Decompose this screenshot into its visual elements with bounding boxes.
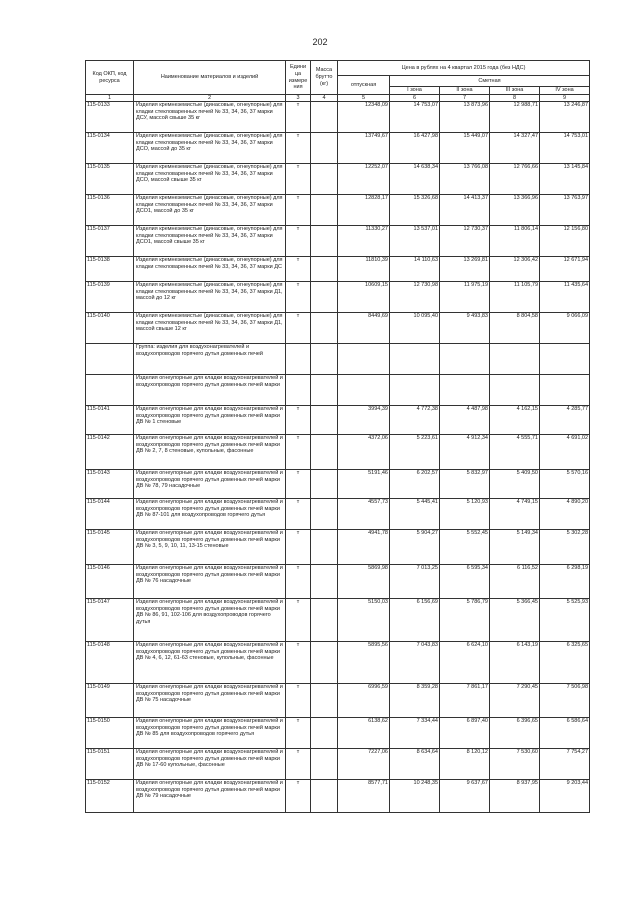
header-name: Наименование материалов и изделий (134, 61, 286, 95)
header-code: Код ОКП, код ресурса (86, 61, 134, 95)
item-code: 115-0152 (86, 780, 134, 813)
zone-1-price: 8 634,64 (390, 749, 440, 780)
item-unit: т (286, 164, 311, 195)
item-unit: т (286, 226, 311, 257)
item-name: Изделия кремнеземистые (динасовые, огнеупорные) для кладки стекловаренных печей № 33, 34, 36, 37 марки ДСО, массой до 35 кг (134, 133, 286, 164)
zone-2-price: 13 873,96 (440, 102, 490, 133)
item-name: Изделия огнеупорные для кладки воздухонагревателей и воздухопроводов горячего дутья доменных печей марки ДВ № 85 для воздухопроводов горячего дутья (134, 718, 286, 749)
zone-3-price: 4 555,71 (490, 435, 540, 470)
zone-4-price: 4 890,20 (540, 499, 590, 530)
item-code: 115-0141 (86, 406, 134, 435)
table-row (86, 313, 590, 344)
release-price: 13749,67 (338, 133, 390, 164)
zone-2-price: 6 624,10 (440, 642, 490, 684)
item-unit: т (286, 102, 311, 133)
item-name: Изделия огнеупорные для кладки воздухонагревателей и воздухопроводов горячего дутья доменных печей марки ДВ № 86, 91, 102-106 для воздухопроводов горячего дутья (134, 599, 286, 642)
item-code (86, 344, 134, 375)
zone-3-price: 4 162,15 (490, 406, 540, 435)
item-unit: т (286, 435, 311, 470)
zone-1-price: 14 753,07 (390, 102, 440, 133)
table-row (86, 406, 590, 435)
table-row (86, 226, 590, 257)
zone-1-price: 14 110,63 (390, 257, 440, 282)
item-code: 115-0136 (86, 195, 134, 226)
item-mass (311, 133, 338, 164)
zone-4-price: 6 298,19 (540, 565, 590, 599)
zone-3-price: 4 749,15 (490, 499, 540, 530)
release-price: 8449,69 (338, 313, 390, 344)
item-code: 115-0149 (86, 684, 134, 718)
release-price: 5869,98 (338, 565, 390, 599)
header-price-group: Цена в рублях на 4 квартал 2015 года (без НДС) (338, 61, 590, 76)
zone-2-price: 11 975,19 (440, 282, 490, 313)
release-price: 12828,17 (338, 195, 390, 226)
item-name: Изделия огнеупорные для кладки воздухонагревателей и воздухопроводов горячего дутья доменных печей марки ДВ № 4, 6, 12, 61-63 стеновые, купольные, фасонные (134, 642, 286, 684)
item-unit: т (286, 642, 311, 684)
item-code: 115-0146 (86, 565, 134, 599)
release-price: 5895,56 (338, 642, 390, 684)
item-code: 115-0138 (86, 257, 134, 282)
item-unit: т (286, 282, 311, 313)
zone-2-price: 8 120,12 (440, 749, 490, 780)
release-price (338, 375, 390, 406)
zone-4-price: 5 570,16 (540, 470, 590, 499)
item-name: Изделия кремнеземистые (динасовые, огнеупорные) для кладки стекловаренных печей № 33, 34, 36, 37 марки Д1, массой свыше 12 кг (134, 313, 286, 344)
item-mass (311, 195, 338, 226)
column-number: 8 (490, 95, 540, 102)
item-name: Изделия кремнеземистые (динасовые, огнеупорные) для кладки стекловаренных печей № 33, 34, 36, 37 марки ДСО1, массой до 35 кг (134, 195, 286, 226)
column-number: 5 (338, 95, 390, 102)
zone-4-price: 6 586,64 (540, 718, 590, 749)
column-number: 1 (86, 95, 134, 102)
item-unit: т (286, 718, 311, 749)
release-price: 11810,39 (338, 257, 390, 282)
zone-4-price: 13 763,97 (540, 195, 590, 226)
item-unit: т (286, 470, 311, 499)
zone-4-price: 13 246,87 (540, 102, 590, 133)
zone-4-price: 5 302,28 (540, 530, 590, 565)
item-mass (311, 344, 338, 375)
zone-1-price: 10 248,35 (390, 780, 440, 813)
item-code: 115-0144 (86, 499, 134, 530)
item-unit: т (286, 406, 311, 435)
zone-1-price (390, 375, 440, 406)
item-name: Группа: изделия для воздухонагревателей и воздухопроводов горячего дутья доменных печей (134, 344, 286, 375)
zone-3-price (490, 344, 540, 375)
table-row (86, 282, 590, 313)
item-unit: т (286, 133, 311, 164)
zone-3-price (490, 375, 540, 406)
item-unit: т (286, 565, 311, 599)
table-row (86, 257, 590, 282)
item-unit: т (286, 313, 311, 344)
page-number: 202 (312, 37, 328, 47)
item-mass (311, 406, 338, 435)
zone-3-price: 7 290,45 (490, 684, 540, 718)
zone-4-price (540, 344, 590, 375)
zone-4-price: 9 203,44 (540, 780, 590, 813)
item-name: Изделия огнеупорные для кладки воздухонагревателей и воздухопроводов горячего дутья доменных печей марки ДВ № 76 насадочные (134, 565, 286, 599)
item-code: 115-0147 (86, 599, 134, 642)
column-number: 6 (390, 95, 440, 102)
release-price: 5191,46 (338, 470, 390, 499)
zone-3-price: 13 366,96 (490, 195, 540, 226)
zone-4-price: 9 066,09 (540, 313, 590, 344)
zone-1-price: 6 156,69 (390, 599, 440, 642)
item-name: Изделия кремнеземистые (динасовые, огнеупорные) для кладки стекловаренных печей № 33, 34, 36, 37 марки ДСУ, массой свыше 35 кг (134, 102, 286, 133)
item-unit: т (286, 499, 311, 530)
zone-4-price: 7 754,27 (540, 749, 590, 780)
header-zone-4: IV зона (540, 87, 590, 95)
zone-3-price: 6 396,65 (490, 718, 540, 749)
item-mass (311, 164, 338, 195)
table-row (86, 102, 590, 133)
item-mass (311, 565, 338, 599)
zone-1-price: 8 359,28 (390, 684, 440, 718)
header-zone-3: III зона (490, 87, 540, 95)
release-price: 8577,71 (338, 780, 390, 813)
zone-1-price: 14 638,34 (390, 164, 440, 195)
zone-3-price: 11 105,79 (490, 282, 540, 313)
column-number: 3 (286, 95, 311, 102)
zone-2-price: 6 897,40 (440, 718, 490, 749)
item-mass (311, 499, 338, 530)
zone-4-price: 7 506,98 (540, 684, 590, 718)
release-price: 6138,62 (338, 718, 390, 749)
item-mass (311, 642, 338, 684)
table-row (86, 344, 590, 375)
item-mass (311, 599, 338, 642)
zone-1-price: 13 537,01 (390, 226, 440, 257)
zone-3-price: 5 149,34 (490, 530, 540, 565)
zone-2-price: 5 786,79 (440, 599, 490, 642)
zone-1-price: 5 223,61 (390, 435, 440, 470)
release-price: 11330,27 (338, 226, 390, 257)
table-row (86, 499, 590, 530)
zone-3-price: 8 937,95 (490, 780, 540, 813)
item-mass (311, 313, 338, 344)
zone-1-price: 6 202,57 (390, 470, 440, 499)
zone-3-price: 5 409,50 (490, 470, 540, 499)
item-unit: т (286, 530, 311, 565)
zone-3-price: 8 804,58 (490, 313, 540, 344)
item-code: 115-0143 (86, 470, 134, 499)
zone-2-price: 9 493,83 (440, 313, 490, 344)
table-row (86, 718, 590, 749)
header-zone-1: I зона (390, 87, 440, 95)
zone-2-price: 4 912,34 (440, 435, 490, 470)
item-code: 115-0140 (86, 313, 134, 344)
zone-3-price: 12 988,71 (490, 102, 540, 133)
table-row (86, 530, 590, 565)
zone-4-price (540, 375, 590, 406)
item-name: Изделия кремнеземистые (динасовые, огнеупорные) для кладки стекловаренных печей № 33, 34, 36, 37 марки ДСО, массой свыше 35 кг (134, 164, 286, 195)
zone-4-price: 4 691,02 (540, 435, 590, 470)
item-mass (311, 749, 338, 780)
item-name: Изделия огнеупорные для кладки воздухонагревателей и воздухопроводов горячего дутья доменных печей марки ДВ № 17-60 купольные, фасонные (134, 749, 286, 780)
price-table (85, 60, 590, 813)
table-row (86, 164, 590, 195)
zone-1-price: 12 730,98 (390, 282, 440, 313)
zone-3-price: 12 306,42 (490, 257, 540, 282)
zone-1-price (390, 344, 440, 375)
item-mass (311, 375, 338, 406)
zone-1-price: 7 043,83 (390, 642, 440, 684)
item-name: Изделия огнеупорные для кладки воздухонагревателей и воздухопроводов горячего дутья доменных печей марки ДВ № 78, 79 насадочные (134, 470, 286, 499)
zone-2-price: 13 766,08 (440, 164, 490, 195)
item-unit: т (286, 749, 311, 780)
item-mass (311, 102, 338, 133)
zone-4-price: 4 285,77 (540, 406, 590, 435)
item-name: Изделия огнеупорные для кладки воздухонагревателей и воздухопроводов горячего дутья доменных печей марки ДВ № 2, 7, 8 стеновые, купольные, фасонные (134, 435, 286, 470)
item-mass (311, 226, 338, 257)
zone-3-price: 12 766,66 (490, 164, 540, 195)
zone-1-price: 5 904,27 (390, 530, 440, 565)
item-name: Изделия кремнеземистые (динасовые, огнеупорные) для кладки стекловаренных печей № 33, 34, 36, 37 марки ДСО1, массой свыше 35 кг (134, 226, 286, 257)
table-row (86, 435, 590, 470)
table-body (86, 102, 590, 813)
release-price: 4941,78 (338, 530, 390, 565)
item-mass (311, 780, 338, 813)
header-release-price: отпускная (338, 76, 390, 95)
column-number-row (86, 95, 590, 102)
table-row (86, 195, 590, 226)
zone-3-price: 14 327,47 (490, 133, 540, 164)
table-row (86, 684, 590, 718)
item-code: 115-0133 (86, 102, 134, 133)
item-mass (311, 257, 338, 282)
item-name: Изделия кремнеземистые (динасовые, огнеупорные) для кладки стекловаренных печей № 33, 34, 36, 37 марки ДС (134, 257, 286, 282)
column-number: 4 (311, 95, 338, 102)
table-row (86, 749, 590, 780)
zone-1-price: 16 427,98 (390, 133, 440, 164)
item-unit: т (286, 257, 311, 282)
item-mass (311, 530, 338, 565)
table-row (86, 133, 590, 164)
item-unit: т (286, 599, 311, 642)
release-price: 5150,03 (338, 599, 390, 642)
item-mass (311, 684, 338, 718)
header-zone-2: II зона (440, 87, 490, 95)
item-code: 115-0137 (86, 226, 134, 257)
item-unit: т (286, 780, 311, 813)
zone-2-price: 5 832,97 (440, 470, 490, 499)
zone-3-price: 6 143,19 (490, 642, 540, 684)
table-row (86, 780, 590, 813)
item-unit: т (286, 684, 311, 718)
zone-1-price: 4 772,38 (390, 406, 440, 435)
zone-4-price: 5 525,93 (540, 599, 590, 642)
item-name: Изделия огнеупорные для кладки воздухонагревателей и воздухопроводов горячего дутья доменных печей марки ДВ № 1 стеновые (134, 406, 286, 435)
release-price: 6996,59 (338, 684, 390, 718)
item-code: 115-0135 (86, 164, 134, 195)
zone-1-price: 15 326,68 (390, 195, 440, 226)
table-row (86, 642, 590, 684)
zone-2-price (440, 375, 490, 406)
table-row (86, 599, 590, 642)
item-code: 115-0139 (86, 282, 134, 313)
release-price: 4557,73 (338, 499, 390, 530)
zone-4-price: 14 753,01 (540, 133, 590, 164)
item-code: 115-0148 (86, 642, 134, 684)
release-price (338, 344, 390, 375)
table-row (86, 470, 590, 499)
item-code: 115-0142 (86, 435, 134, 470)
item-code: 115-0145 (86, 530, 134, 565)
release-price: 10609,15 (338, 282, 390, 313)
item-code: 115-0150 (86, 718, 134, 749)
zone-2-price: 9 637,67 (440, 780, 490, 813)
item-mass (311, 470, 338, 499)
column-number: 9 (540, 95, 590, 102)
zone-3-price: 11 806,14 (490, 226, 540, 257)
zone-2-price: 13 269,81 (440, 257, 490, 282)
zone-4-price: 13 145,84 (540, 164, 590, 195)
item-unit (286, 344, 311, 375)
zone-2-price: 14 413,37 (440, 195, 490, 226)
zone-4-price: 12 671,94 (540, 257, 590, 282)
zone-2-price: 4 487,98 (440, 406, 490, 435)
item-code: 115-0151 (86, 749, 134, 780)
release-price: 4372,06 (338, 435, 390, 470)
zone-4-price: 12 156,80 (540, 226, 590, 257)
release-price: 12348,09 (338, 102, 390, 133)
zone-2-price: 6 595,34 (440, 565, 490, 599)
zone-3-price: 5 366,45 (490, 599, 540, 642)
zone-4-price: 6 325,65 (540, 642, 590, 684)
item-name: Изделия огнеупорные для кладки воздухонагревателей и воздухопроводов горячего дутья доменных печей марки ДВ № 87-101 для воздухопроводов горячего дутья (134, 499, 286, 530)
table-row (86, 375, 590, 406)
zone-2-price: 5 552,45 (440, 530, 490, 565)
header-mass: Масса брутто (кг) (311, 61, 338, 95)
column-number: 2 (134, 95, 286, 102)
release-price: 3994,39 (338, 406, 390, 435)
item-name: Изделия огнеупорные для кладки воздухонагревателей и воздухопроводов горячего дутья доменных печей марки (134, 375, 286, 406)
zone-1-price: 7 334,44 (390, 718, 440, 749)
zone-1-price: 5 445,41 (390, 499, 440, 530)
zone-2-price: 12 730,37 (440, 226, 490, 257)
item-name: Изделия кремнеземистые (динасовые, огнеупорные) для кладки стекловаренных печей № 33, 34, 36, 37 марки Д1, массой до 12 кг (134, 282, 286, 313)
zone-1-price: 10 095,40 (390, 313, 440, 344)
item-name: Изделия огнеупорные для кладки воздухонагревателей и воздухопроводов горячего дутья доменных печей марки ДВ № 3, 5, 9, 10, 11, 13-15 стеновые (134, 530, 286, 565)
item-mass (311, 718, 338, 749)
item-mass (311, 282, 338, 313)
zone-1-price: 7 013,25 (390, 565, 440, 599)
table-row (86, 565, 590, 599)
zone-2-price: 5 120,93 (440, 499, 490, 530)
item-code: 115-0134 (86, 133, 134, 164)
header-unit: Едини ца измере ния (286, 61, 311, 95)
header-estimate-price: Сметная (390, 76, 590, 87)
zone-2-price: 7 861,17 (440, 684, 490, 718)
item-unit (286, 375, 311, 406)
zone-3-price: 7 530,60 (490, 749, 540, 780)
release-price: 7227,06 (338, 749, 390, 780)
zone-3-price: 6 116,52 (490, 565, 540, 599)
zone-4-price: 11 435,64 (540, 282, 590, 313)
item-mass (311, 435, 338, 470)
item-name: Изделия огнеупорные для кладки воздухонагревателей и воздухопроводов горячего дутья доменных печей марки ДВ № 79 насадочные (134, 780, 286, 813)
item-name: Изделия огнеупорные для кладки воздухонагревателей и воздухопроводов горячего дутья доменных печей марки ДВ № 75 насадочные (134, 684, 286, 718)
item-code (86, 375, 134, 406)
release-price: 12252,07 (338, 164, 390, 195)
zone-2-price (440, 344, 490, 375)
item-unit: т (286, 195, 311, 226)
column-number: 7 (440, 95, 490, 102)
zone-2-price: 15 449,07 (440, 133, 490, 164)
